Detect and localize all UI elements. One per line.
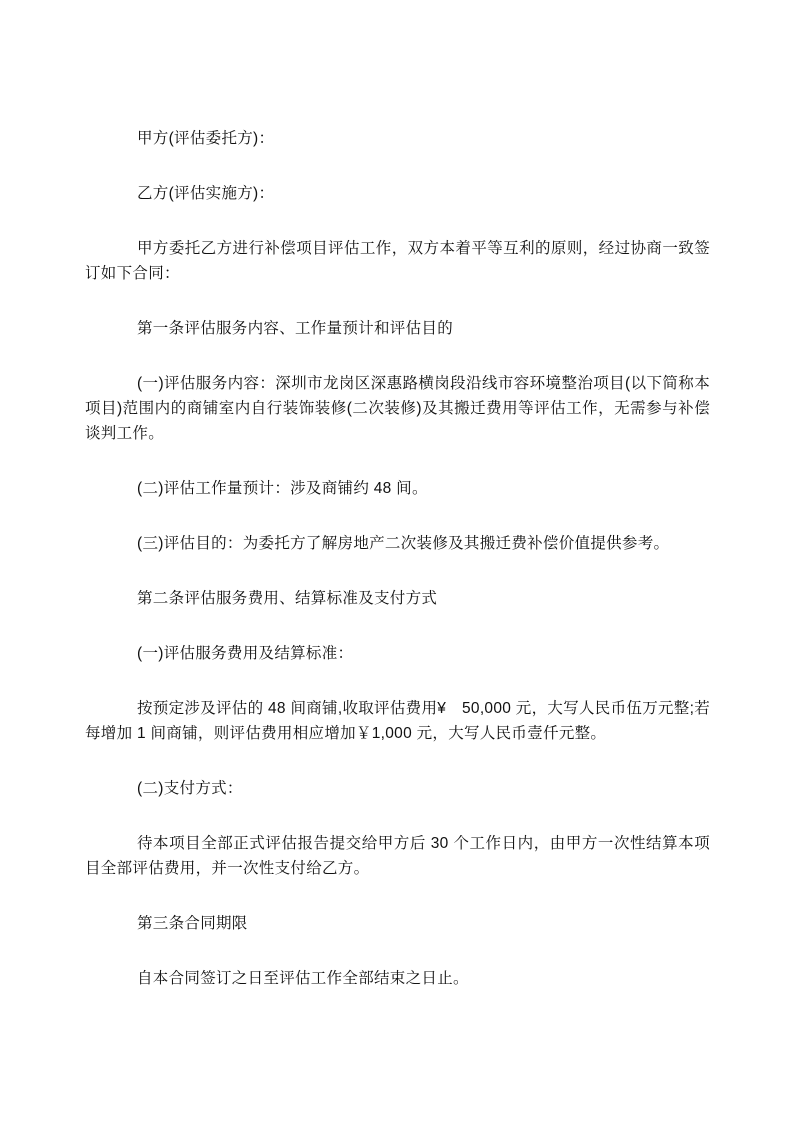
clause-1-item-3: (三)评估目的：为委托方了解房地产二次装修及其搬迁费补偿价值提供参考。	[137, 535, 670, 552]
party-b-line: 乙方(评估实施方)：	[137, 185, 275, 202]
clause-2-item-2-heading: (二)支付方式：	[137, 780, 243, 797]
clause-1-item-1: (一)评估服务内容：深圳市龙岗区深惠路横岗段沿线市容环境整治项目(以下简称本项目)范围内的商铺室内自行装饰装修(二次装修)及其搬迁费用等评估工作，无需参与补偿谈判工作。	[85, 375, 710, 442]
clause-3-heading: 第三条合同期限	[137, 915, 248, 932]
party-a-line: 甲方(评估委托方)：	[137, 130, 275, 147]
clause-3-body: 自本合同签订之日至评估工作全部结束之日止。	[137, 970, 469, 987]
clause-2-item-2-body: 待本项目全部正式评估报告提交给甲方后 30 个工作日内，由甲方一次性结算本项目全部评估费用，并一次性支付给乙方。	[85, 835, 710, 877]
clause-2-heading: 第二条评估服务费用、结算标准及支付方式	[137, 590, 438, 607]
preamble-paragraph: 甲方委托乙方进行补偿项目评估工作，双方本着平等互利的原则，经过协商一致签订如下合同：	[85, 240, 710, 282]
clause-1-heading: 第一条评估服务内容、工作量预计和评估目的	[137, 320, 454, 337]
clause-1-item-2: (二)评估工作量预计：涉及商铺约 48 间。	[137, 480, 428, 497]
clause-2-item-1-body: 按预定涉及评估的 48 间商铺,收取评估费用¥ 50,000 元，大写人民币伍万元整;若每增加 1 间商铺，则评估费用相应增加￥1,000 元，大写人民币壹仟元整。	[85, 700, 711, 742]
clause-2-item-1-heading: (一)评估服务费用及结算标准：	[137, 645, 354, 662]
